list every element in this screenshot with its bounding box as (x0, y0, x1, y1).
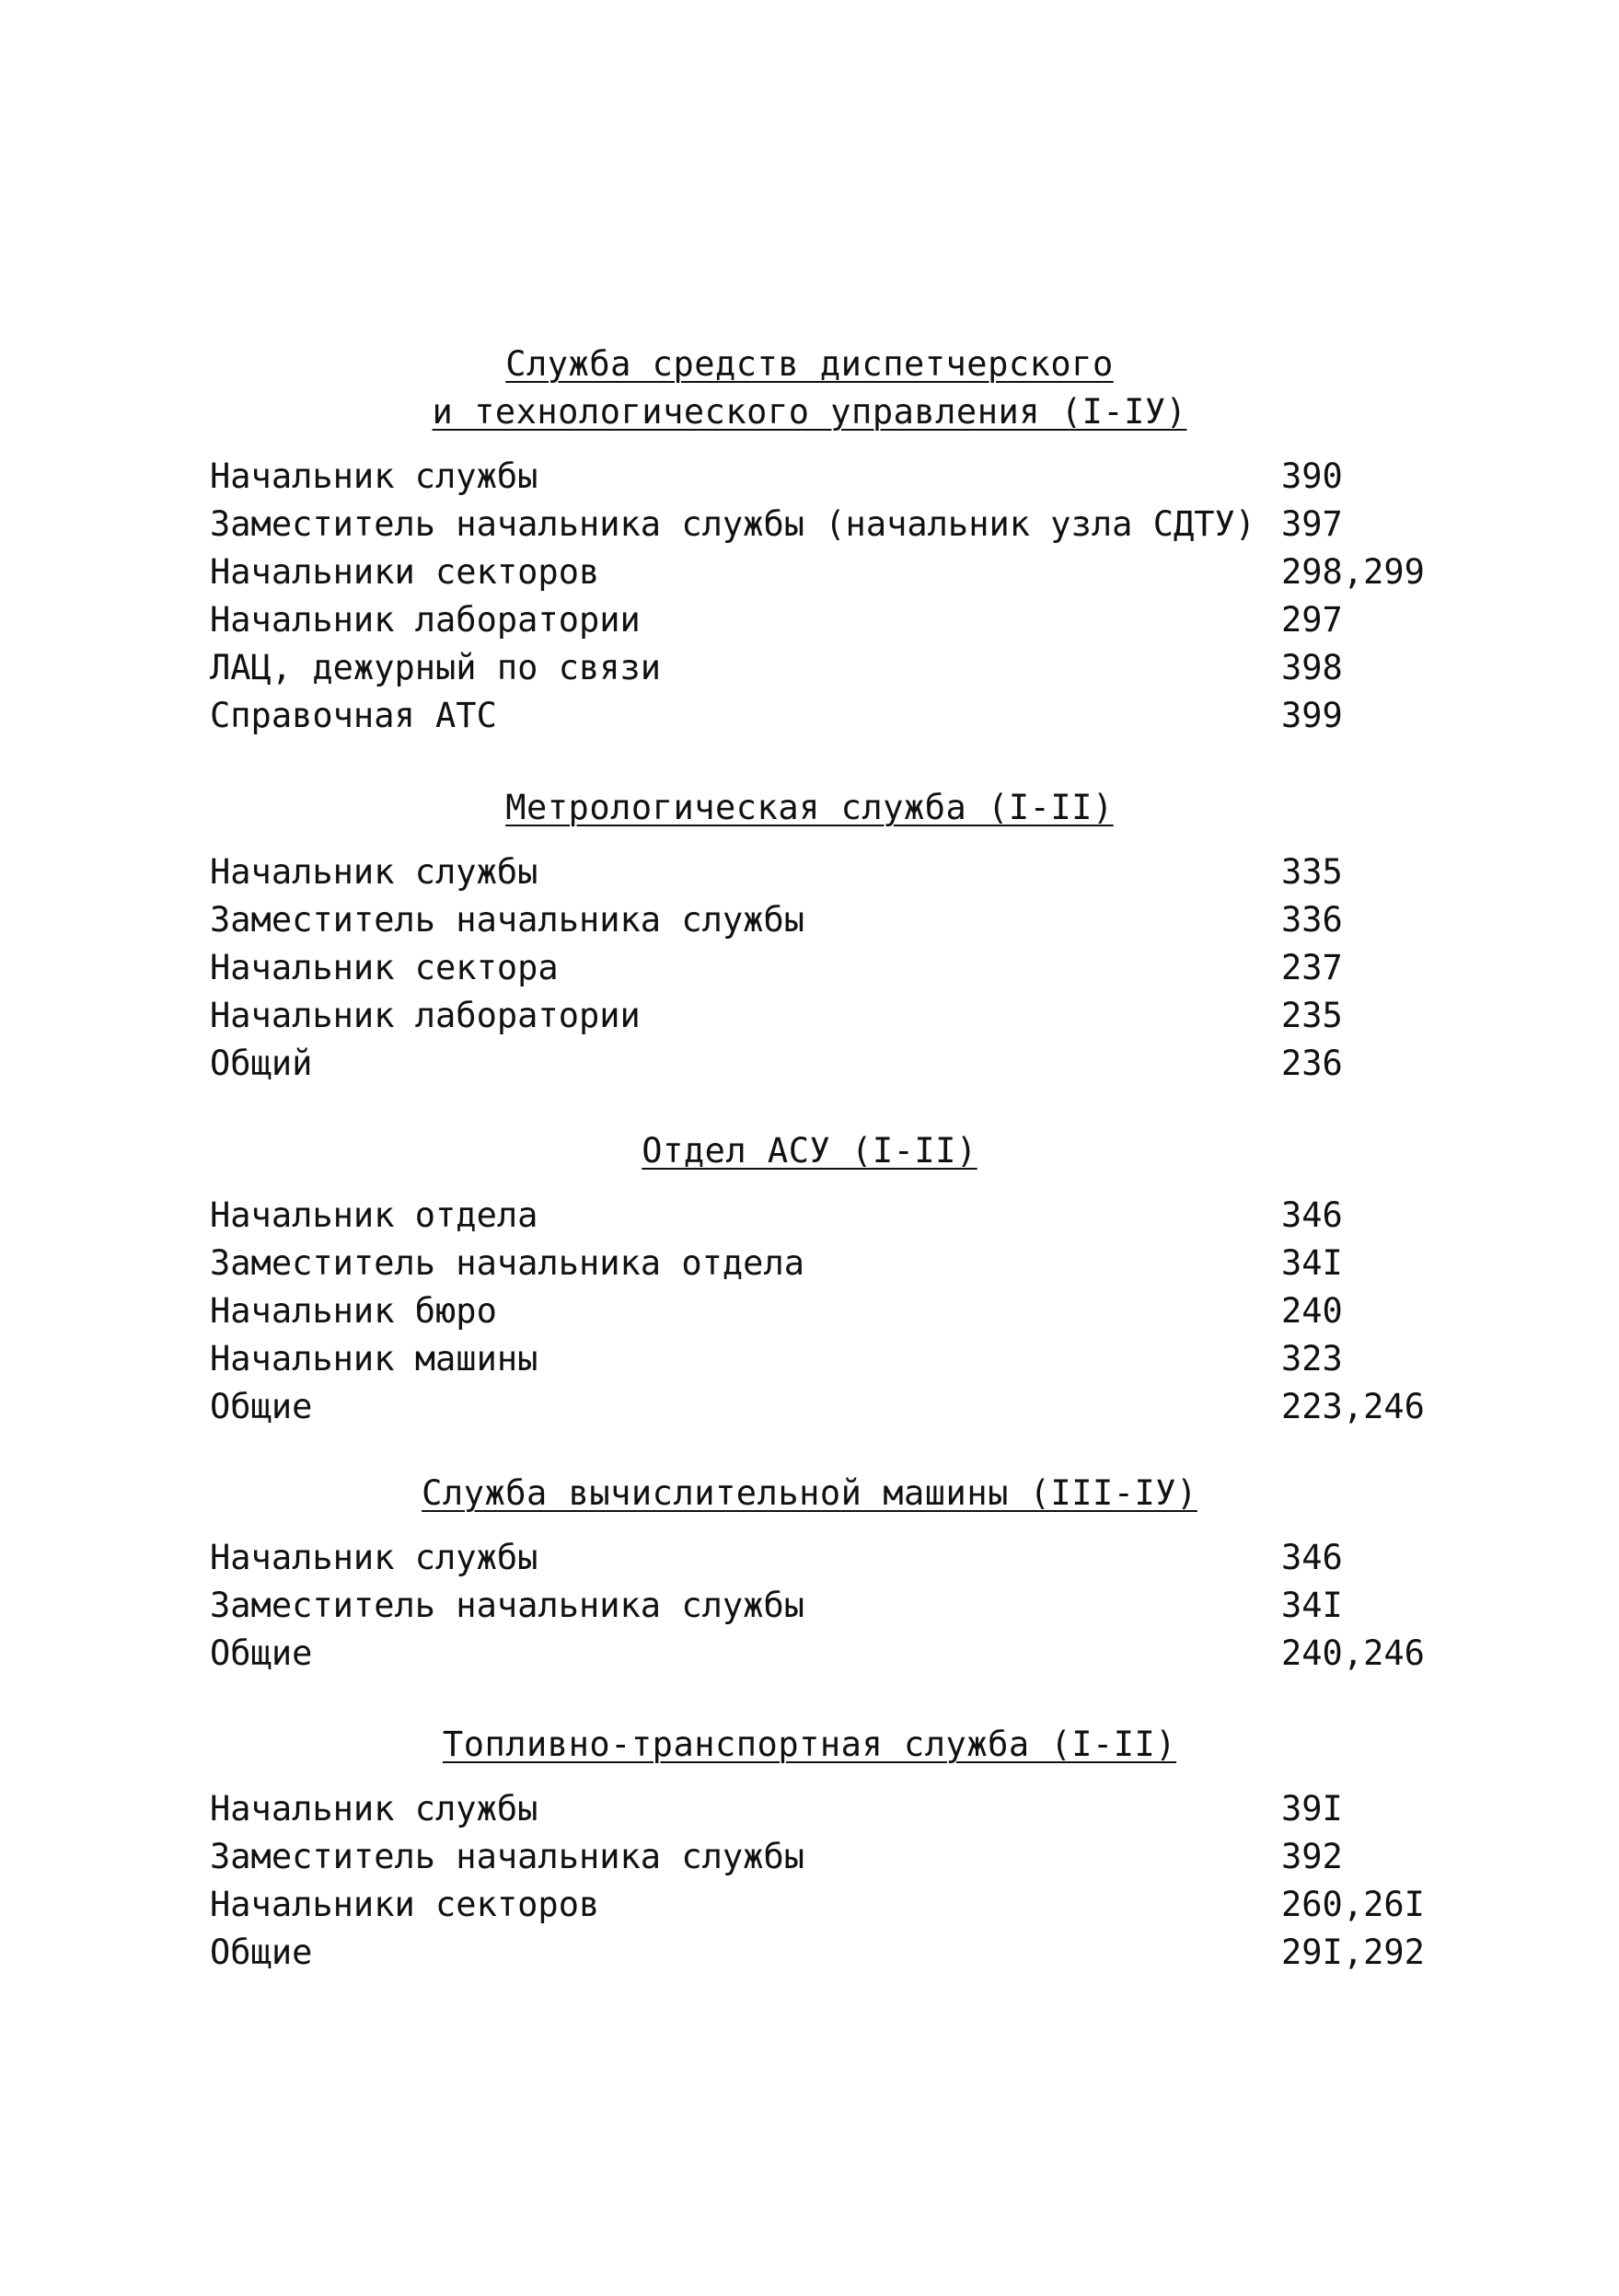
position-label: Начальник лаборатории (210, 996, 641, 1035)
section-heading (0, 784, 1619, 832)
list-item (0, 1240, 1619, 1287)
section-computer (0, 1470, 1619, 1678)
position-label: Заместитель начальника службы (210, 900, 805, 940)
list-item (0, 848, 1619, 896)
position-label: Начальник бюро (210, 1291, 497, 1331)
position-label: Общие (210, 1633, 313, 1673)
position-label: Заместитель начальника отдела (210, 1243, 805, 1283)
section-heading (0, 1470, 1619, 1517)
list-item (0, 1192, 1619, 1240)
phone-number: 346 (1281, 1538, 1343, 1577)
section-heading-line: Метрологическая служба (I-II) (505, 788, 1114, 827)
position-label: Начальник службы (210, 1538, 538, 1577)
phone-number: 398 (1281, 648, 1343, 687)
position-label: Начальники секторов (210, 1885, 600, 1924)
position-label: Заместитель начальника службы (210, 1837, 805, 1876)
phone-number: 390 (1281, 456, 1343, 496)
phone-list (0, 1785, 1619, 1977)
position-label: Общие (210, 1387, 313, 1426)
phone-number: 397 (1281, 504, 1343, 544)
section-heading-line: и технологического управления (I-IУ) (432, 392, 1187, 432)
phone-number: 29I,292 (1281, 1933, 1425, 1972)
phone-list (0, 1534, 1619, 1678)
position-label: Начальник службы (210, 1789, 538, 1829)
list-item (0, 501, 1619, 548)
phone-list (0, 453, 1619, 740)
position-label: Общий (210, 1044, 313, 1083)
phone-number: 298,299 (1281, 552, 1425, 592)
phone-list (0, 848, 1619, 1088)
list-item (0, 1383, 1619, 1431)
position-label: Начальники секторов (210, 552, 600, 592)
section-heading-line: Топливно-транспортная служба (I-II) (442, 1725, 1177, 1764)
section-heading-line: Служба средств диспетчерского (505, 344, 1114, 384)
position-label: Начальник сектора (210, 948, 559, 987)
list-item (0, 1630, 1619, 1678)
position-label: Заместитель начальника службы (начальник узла СДТУ) (210, 504, 1256, 544)
section-heading-line: Отдел АСУ (I-II) (642, 1131, 977, 1171)
phone-number: 399 (1281, 696, 1343, 735)
list-item (0, 1287, 1619, 1335)
phone-number: 346 (1281, 1195, 1343, 1235)
phone-number: 240 (1281, 1291, 1343, 1331)
list-item (0, 1881, 1619, 1929)
position-label: Начальник службы (210, 852, 538, 892)
phone-number: 323 (1281, 1339, 1343, 1379)
position-label: Начальник машины (210, 1339, 538, 1379)
section-heading (0, 340, 1619, 436)
position-label: Заместитель начальника службы (210, 1586, 805, 1625)
phone-number: 392 (1281, 1837, 1343, 1876)
position-label: Начальник службы (210, 456, 538, 496)
section-asu-department (0, 1127, 1619, 1431)
phone-number: 223,246 (1281, 1387, 1425, 1426)
list-item (0, 992, 1619, 1040)
phone-number: 235 (1281, 996, 1343, 1035)
phone-number: 335 (1281, 852, 1343, 892)
section-sdtu (0, 340, 1619, 740)
list-item (0, 1040, 1619, 1088)
list-item (0, 644, 1619, 692)
phone-number: 240,246 (1281, 1633, 1425, 1673)
position-label: Начальник отдела (210, 1195, 538, 1235)
list-item (0, 1929, 1619, 1977)
phone-number: 336 (1281, 900, 1343, 940)
position-label: Начальник лаборатории (210, 600, 641, 640)
phone-list (0, 1192, 1619, 1431)
position-label: Справочная АТС (210, 696, 497, 735)
list-item (0, 1785, 1619, 1833)
list-item (0, 1534, 1619, 1582)
phone-number: 39I (1281, 1789, 1343, 1829)
list-item (0, 896, 1619, 944)
section-fuel-transport (0, 1721, 1619, 1977)
list-item (0, 692, 1619, 740)
phone-number: 34I (1281, 1243, 1343, 1283)
section-heading-line: Служба вычислительной машины (III-IУ) (422, 1473, 1197, 1513)
section-heading (0, 1721, 1619, 1769)
list-item (0, 944, 1619, 992)
position-label: Общие (210, 1933, 313, 1972)
list-item (0, 453, 1619, 501)
list-item (0, 1833, 1619, 1881)
position-label: ЛАЦ, дежурный по связи (210, 648, 662, 687)
list-item (0, 1335, 1619, 1383)
phone-number: 260,26I (1281, 1885, 1425, 1924)
phone-number: 297 (1281, 600, 1343, 640)
section-heading (0, 1127, 1619, 1175)
list-item (0, 596, 1619, 644)
list-item (0, 1582, 1619, 1630)
phone-number: 236 (1281, 1044, 1343, 1083)
list-item (0, 548, 1619, 596)
phone-number: 237 (1281, 948, 1343, 987)
section-metrology (0, 784, 1619, 1088)
phone-number: 34I (1281, 1586, 1343, 1625)
